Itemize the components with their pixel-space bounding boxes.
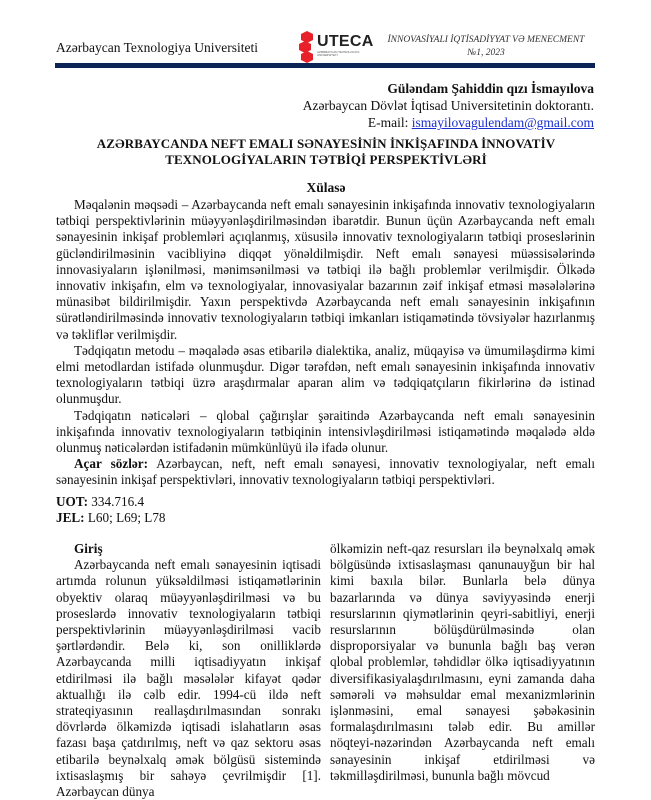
hexagon-logo-icon bbox=[299, 31, 319, 63]
email-label: E-mail: bbox=[367, 115, 412, 130]
uot-value: 334.716.4 bbox=[88, 494, 145, 509]
author-name: Güləndam Şahiddin qızı İsmayılova bbox=[387, 81, 594, 96]
abstract-paragraph-results: Tədqiqatın nəticələri – qlobal çağırışlar şəraitində Azərbaycanda neft emalı sənayesinin inkişafında innovativ texnologiyaların tətbiqinin intensivləşdirilməsi istiqamətində məqalədə əldə olunmuş nəticələrdən istifadənin mümkünlüyü ilə ifadə olunur. bbox=[56, 407, 595, 456]
abstract-heading: Xülasə bbox=[306, 180, 346, 195]
jel-label: JEL: bbox=[56, 510, 85, 525]
title-line-2: TEXNOLOGİYALARIN TƏTBİQİ PERSPEKTİVLƏRİ bbox=[165, 152, 487, 167]
intro-left-column bbox=[56, 541, 321, 800]
intro-right-column bbox=[330, 541, 595, 784]
header-divider bbox=[55, 63, 595, 68]
logo-subtitle: AZƏRBAYCAN TEXNOLOGİYA UNİVERSİTETİ bbox=[317, 50, 360, 58]
author-email-line bbox=[303, 114, 594, 131]
uteca-logo bbox=[299, 31, 374, 63]
journal-issue: №1, 2023 bbox=[467, 48, 505, 58]
logo-text: UTECA bbox=[317, 33, 374, 50]
uot-label: UOT: bbox=[56, 494, 88, 509]
email-link[interactable]: ismayilovagulendam@gmail.com bbox=[411, 115, 594, 130]
intro-left-text: Azərbaycanda neft emalı sənayesinin iqtisadi artımda rolunun yüksəldilməsi istiqamətlərinin obyektiv olaraq müəyyənləşdirilməsi və bu proseslərdə innovativ texnologiyaların tətbiqi perspektivlərinin müəyyənləşdirilməsi vacib şərtlərdəndir. Belə ki, son onilliklərdə Azərbaycanda milli iqtisadiyyatın inkişaf etdirilməsi ilə bağlı məsələlər kifayət qədər aktuallığı ilə cəlb edir. 1994-cü ildə neft strateqiyasının reallaşdırılmasından sonrakı dövrlərdə ölkəmizdə iqtisadi islahatların əsas fazası başa çatdırılmış, neft və qaz sektoru əsas etibarilə beynəlxalq əmək bölgüsü sistemində ixtisaslaşmış bir sahəyə çevrilmişdir [1]. Azərbaycan dünya bbox=[56, 557, 321, 800]
abstract-paragraph-method: Tədqiqatın metodu – məqalədə əsas etibarilə dialektika, analiz, müqayisə və ümumiləşdirmə kimi elmi metodlardan istifadə olunmuşdur. Digər tərəfdən, neft emalı sənayesinin inkişafında innovativ texnologiyaların tətbiqi üzrə araşdırmalar aparan alim və tədqiqatçıların fikirlərinə də istinad olunmuşdur. bbox=[56, 342, 595, 407]
journal-name: İNNOVASİYALI İQTİSADİYYAT VƏ MENECMENT bbox=[387, 35, 585, 45]
abstract-body bbox=[56, 197, 595, 489]
keywords-label: Açar sözlər: bbox=[74, 456, 148, 472]
title-line-1: AZƏRBAYCANDA NEFT EMALI SƏNAYESİNİN İNKİŞAFINDA İNNOVATİV bbox=[96, 136, 556, 151]
keywords bbox=[56, 456, 595, 488]
keywords-list: Azərbaycan, neft, neft emalı sənayesi, innovativ texnologiyalar, neft emalı sənayesinin inkişaf perspektivləri, innovativ texnologiyaların tətbiqi perspektivləri. bbox=[56, 456, 595, 488]
classification-codes bbox=[56, 494, 166, 526]
author-affiliation: Azərbaycan Dövlət İqtisad Universitetinin doktorantı. bbox=[302, 98, 594, 113]
uot-code bbox=[56, 494, 166, 510]
author-block bbox=[303, 80, 594, 131]
intro-heading: Giriş bbox=[74, 541, 103, 556]
journal-info bbox=[386, 34, 586, 60]
abstract-paragraph-purpose: Məqalənin məqsədi – Azərbaycanda neft emalı sənayesinin inkişafında innovativ texnologiyaların tətbiqi perspektivlərinin müəyyənləşdirilməsindən ibarətdir. Bunun üçün Azərbaycanda neft emalı sənayesinin inkişaf problemləri açıqlanmış, xüsusilə innovativ texnologiyaların tətbiqi proseslərinin gücləndirilməsinin vacibliyinə diqqət yönəldilmişdir. Neft emalı sənayesi müəssisələrində innovasiyaların işlənilməsi, mənimsənilməsi və tətbiqi ilə bağlı problemlər verilmişdir. Ölkədə innovativ inkişafın, elm və texnologiyalar, innovasiyalar bazarının zəif inkişaf etməsi məsələlərinə münasibət bildirilmişdir. Yaxın perspektivdə Azərbaycanda neft emalı sənayesinin inkişafının sürətləndirilməsində innovativ texnologiyaların tətbiqi imkanları istiqamətində tövsiyələr hazırlanmış və təkliflər verilmişdir. bbox=[56, 197, 595, 342]
paper-title bbox=[56, 136, 596, 168]
university-name: Azərbaycan Texnologiya Universiteti bbox=[56, 40, 258, 55]
jel-code bbox=[56, 510, 166, 526]
intro-right-text: ölkəmizin neft-qaz resursları ilə beynəlxalq əmək bölgüsündə ixtisaslaşması qanunauyğun bir hal kimi baxıla bilər. Bunlarla belə dünya bazarlarında və dünya səviyyəsində enerji resurslarının qiymətlərinin qeyri-sabitliyi, enerji resurslarının bölüşdürülməsində olan disproporsiyalar və bununla bağlı baş verən qlobal problemlər, təhdidlər ölkə iqtisadiyyatının diversifikasiyalaşdırılmasını, eyni zamanda daha səmərəli və məhsuldar emal mexanizmlərinin işlənməsini, emal sənayesi şəbəkəsinin formalaşdırılmasını tələb edir. Bu amillər nöqteyi-nəzərindən Azərbaycanda neft emalı sənayesinin inkişaf etdirilməsi və təkmilləşdirilməsi, bununla bağlı mövcud bbox=[330, 541, 595, 783]
jel-value: L60; L69; L78 bbox=[84, 510, 166, 525]
